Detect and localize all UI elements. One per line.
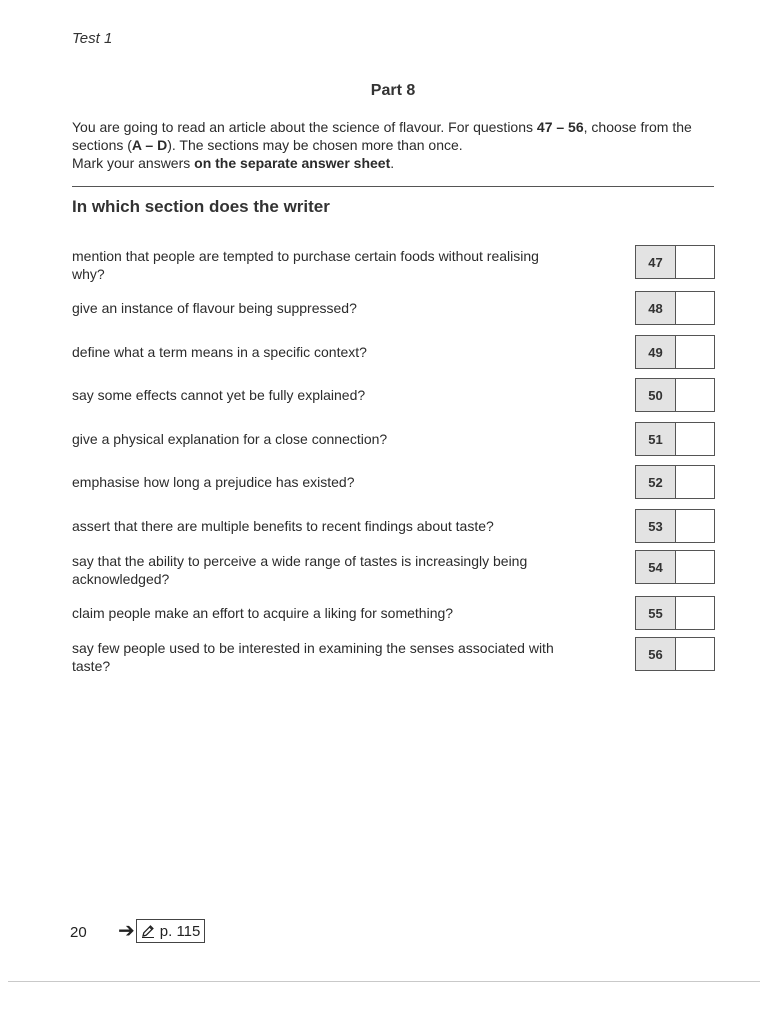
question-text: say few people used to be interested in examining the senses associated with taste?	[72, 640, 554, 674]
instructions-text: ). The sections may be chosen more than once.	[167, 137, 463, 153]
part-title: Part 8	[370, 82, 416, 99]
answer-field[interactable]	[676, 510, 714, 542]
arrow-right-icon: ➔	[118, 920, 135, 942]
answer-box	[635, 465, 715, 499]
page-number: 20	[70, 924, 87, 941]
answer-box	[635, 637, 715, 671]
answer-box	[635, 596, 715, 630]
answer-box	[635, 509, 715, 543]
question-text: assert that there are multiple benefits to recent findings about taste?	[72, 518, 494, 534]
answer-field[interactable]	[676, 379, 714, 411]
question-range: 47 – 56	[536, 119, 584, 135]
answer-field[interactable]	[676, 423, 714, 455]
question-number: 49	[636, 336, 676, 368]
question-number: 55	[636, 597, 676, 629]
instructions	[72, 118, 722, 172]
question-number: 51	[636, 423, 676, 455]
reference-box	[136, 919, 206, 943]
answer-box	[635, 378, 715, 412]
answer-box	[635, 422, 715, 456]
pencil-icon	[140, 923, 156, 939]
question-text: claim people make an effort to acquire a liking for something?	[72, 605, 454, 621]
question-text: say some effects cannot yet be fully explained?	[72, 387, 366, 403]
answer-field[interactable]	[676, 246, 714, 278]
answer-field[interactable]	[676, 292, 714, 324]
answer-field[interactable]	[676, 551, 714, 583]
instructions-text: You are going to read an article about the science of flavour. For questions	[72, 119, 537, 135]
answer-box	[635, 291, 715, 325]
instructions-text: Mark your answers	[72, 155, 195, 171]
question-number: 53	[636, 510, 676, 542]
question-number: 54	[636, 551, 676, 583]
bottom-rule	[8, 981, 760, 982]
question-number: 48	[636, 292, 676, 324]
section-range: A – D	[131, 137, 168, 153]
question-number: 52	[636, 466, 676, 498]
question-number: 56	[636, 638, 676, 670]
reference-page: p. 115	[159, 922, 201, 940]
answer-box	[635, 550, 715, 584]
answer-key-reference	[118, 919, 205, 943]
instructions-text: .	[390, 155, 395, 171]
answer-field[interactable]	[676, 597, 714, 629]
question-number: 47	[636, 246, 676, 278]
section-heading: In which section does the writer	[72, 197, 330, 216]
answer-field[interactable]	[676, 466, 714, 498]
divider	[72, 186, 714, 187]
instructions-paragraph	[72, 118, 722, 154]
answer-box	[635, 335, 715, 369]
answer-field[interactable]	[676, 336, 714, 368]
question-text: emphasise how long a prejudice has existed?	[72, 474, 355, 490]
answer-box	[635, 245, 715, 279]
question-text: give an instance of flavour being suppressed?	[72, 300, 357, 316]
instructions-text: , choose from the sections (	[72, 119, 692, 153]
question-number: 50	[636, 379, 676, 411]
instructions-paragraph	[72, 154, 722, 172]
answer-sheet-emphasis: on the separate answer sheet	[194, 155, 391, 171]
answer-field[interactable]	[676, 638, 714, 670]
question-text: give a physical explanation for a close connection?	[72, 431, 388, 447]
running-header: Test 1	[72, 30, 113, 47]
question-text: define what a term means in a specific context?	[72, 344, 367, 360]
question-text: mention that people are tempted to purchase certain foods without realising why?	[72, 248, 539, 282]
question-text: say that the ability to perceive a wide range of tastes is increasingly being acknowledged?	[72, 553, 528, 587]
